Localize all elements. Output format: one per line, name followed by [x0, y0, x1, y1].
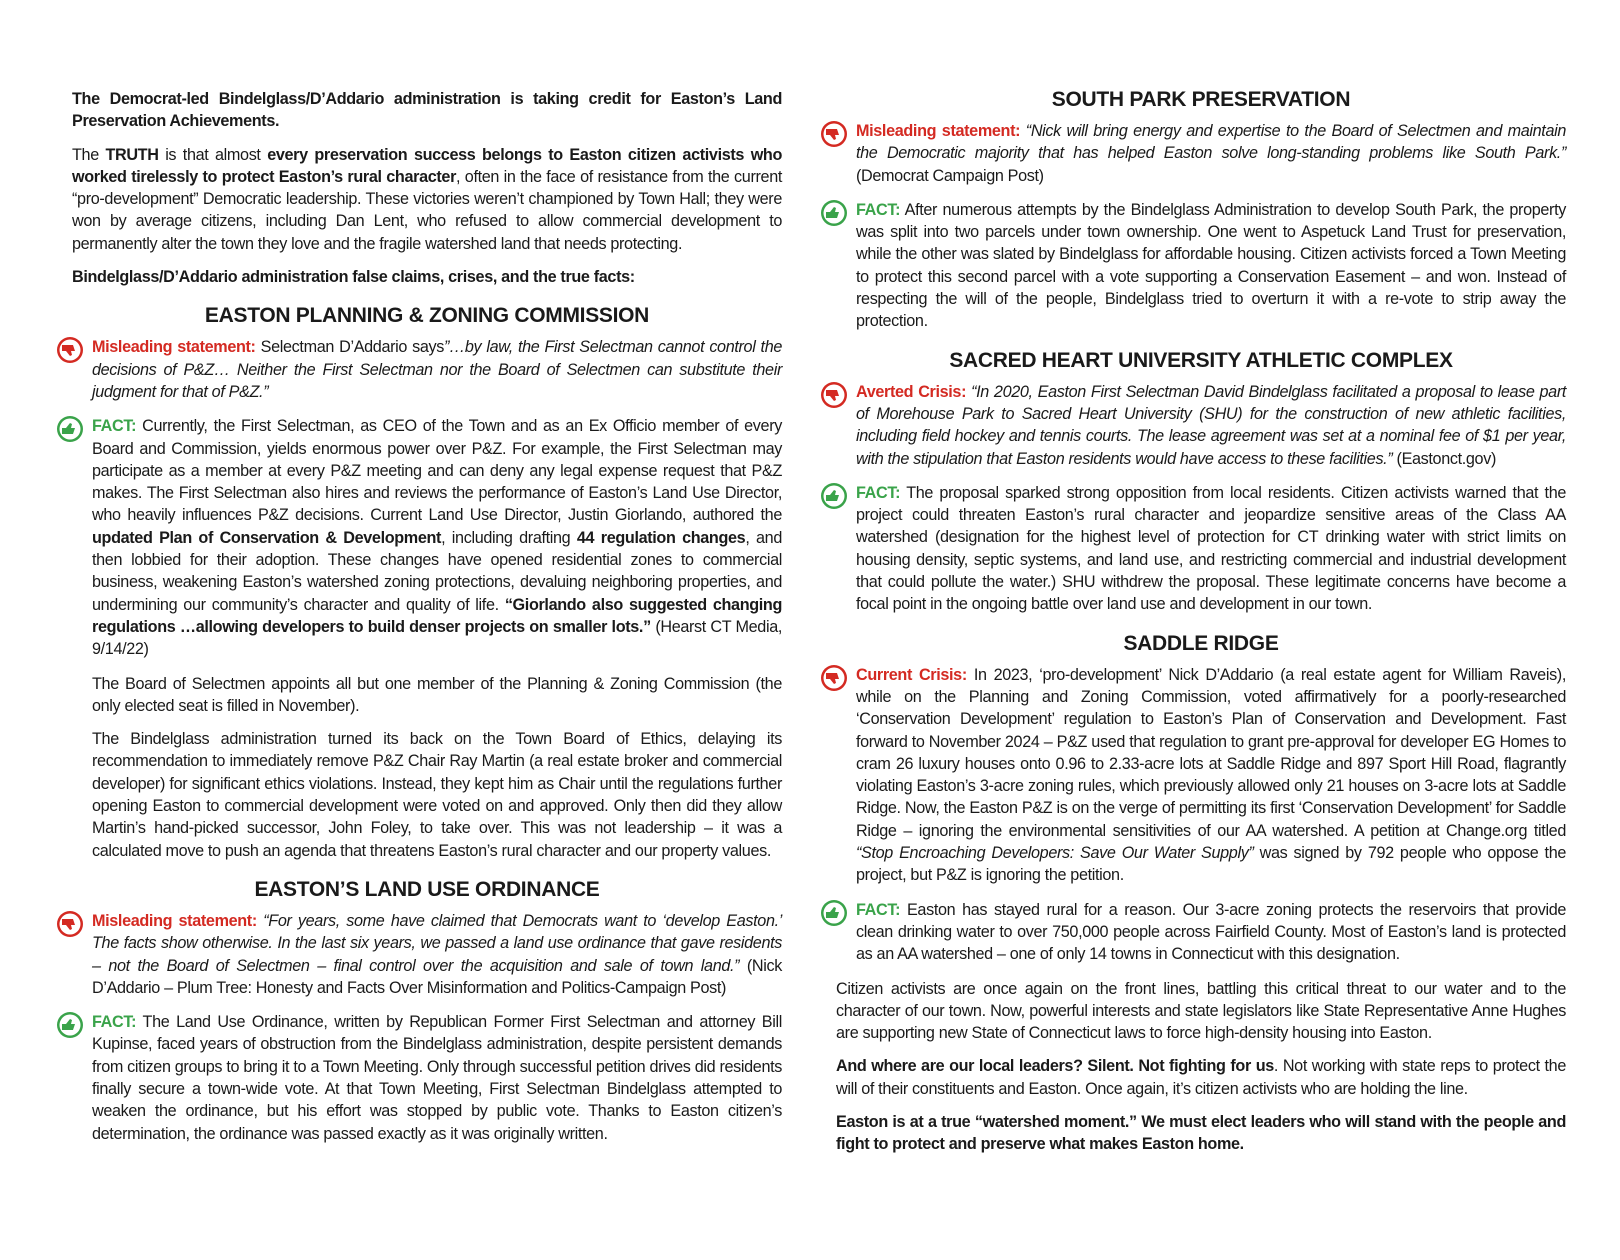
closing-statement: Easton is at a true “watershed moment.” We must elect leaders who will stand with the people and fight to protect and preserve what makes Easton home. [836, 1112, 1566, 1154]
thumbs-down-icon [56, 910, 84, 938]
right-column [836, 88, 1566, 1167]
thumbs-up-icon [820, 482, 848, 510]
saddle-ridge-para-activists: Citizen activists are once again on the front lines, battling this critical threat to our water and to the character of our town. Now, powerful interests and state legislators like State Representative Anne Hughes are supporting new State of Connecticut laws to force high-density housing into Easton. [836, 979, 1566, 1043]
saddle-ridge-para-leaders: And where are our local leaders? Silent. Not fighting for us. Not working with state reps to protect the will of their constituents and Easton. Once again, it’s citizen activists who are holding the line. [836, 1057, 1566, 1098]
thumbs-up-icon [56, 415, 84, 443]
fact-luo: FACT: The Land Use Ordinance, written by Republican Former First Selectman and attorney Bill Kupinse, faced years of obstruction from the Bindelglass administration, despite persistent demands from citizen groups to bring it to a Town Meeting. Only through successful petition drives did residents finally secure a town-wide vote. At that Town Meeting, First Selectman Bindelglass attempted to weaken the ordinance, but his effort was stopped by public vote. Thanks to Easton citizen’s determination, the ordinance was passed exactly as it was originally written. [72, 1011, 782, 1145]
pz-para-ethics: The Bindelglass administration turned its back on the Town Board of Ethics, delaying its recommendation to immediately remove P&Z Chair Ray Martin (a real estate broker and commercial developer) for significant ethics violations. Instead, they kept him as Chair until the regulations further opening Easton to commercial development were voted on and approved. Only then did they allow Martin’s hand-picked successor, John Foley, to take over. This was not leadership – it was a calculated move to push an agenda that threatens Easton’s rural character and our property values. [92, 730, 782, 860]
thumbs-down-icon [820, 120, 848, 148]
false-claims-intro: Bindelglass/D’Addario administration false claims, crises, and the true facts: [72, 268, 635, 287]
fact-south-park: FACT: After numerous attempts by the Bindelglass Administration to develop South Park, the property was split into two parcels under town ownership. One went to Aspetuck Land Trust for preservation, while the other was slated by Bindelglass for affordable housing. Citizen activists forced a Town Meeting to protect this second parcel with a vote supporting a Conservation Easement – and won. Instead of respecting the will of the people, Bindelglass tried to overturn it with a re-vote to strip away the protection. [836, 199, 1566, 333]
thumbs-up-icon [56, 1011, 84, 1039]
fact-saddle-ridge: FACT: Easton has stayed rural for a reason. Our 3-acre zoning protects the reservoirs that provide clean drinking water to over 750,000 people across Fairfield County. Most of Easton’s land is protected as an AA watershed – one of only 14 towns in Connecticut with this designation. [836, 899, 1566, 966]
section-heading-saddle-ridge: SADDLE RIDGE [1123, 631, 1279, 655]
section-heading-luo: EASTON’S LAND USE ORDINANCE [254, 877, 600, 901]
misleading-statement-luo: Misleading statement: “For years, some have claimed that Democrats want to ‘develop Easton.’ The facts show otherwise. In the last six years, we passed a land use ordinance that gave residents – not the Board of Selectmen – final control over the acquisition and sale of town land.” (Nick D’Addario – Plum Tree: Honesty and Facts Over Misinformation and Politics-Campaign Post) [72, 910, 782, 999]
section-heading-south-park: SOUTH PARK PRESERVATION [1051, 88, 1351, 111]
misleading-statement-pz: Misleading statement: Selectman D’Addario says”…by law, the First Selectman cannot control the decisions of P&Z… Neither the First Selectman nor the Board of Selectmen can substitute their judgment for that of P&Z.” [72, 336, 782, 403]
pz-para-appoints: The Board of Selectmen appoints all but one member of the Planning & Zoning Commission (the only elected seat is filled in November). [92, 674, 782, 715]
thumbs-down-icon [56, 336, 84, 364]
left-column [72, 88, 782, 1157]
current-crisis-saddle-ridge: Current Crisis: In 2023, ‘pro-development’ Nick D’Addario (a real estate agent for William Raveis), while on the Planning and Zoning Commission, voted affirmatively for a poorly-researched ‘Conservation Development’ regulation to Easton’s Plan of Conservation and Development. Fast forward to November 2024 – P&Z used that regulation to grant pre-approval for developer EG Homes to cram 26 luxury houses onto 0.96 to 2.33-acre lots at Saddle Ridge and 897 Sport Hill Road, flagrantly violating Easton’s 3-acre zoning rules, which previously allowed only 21 houses on 3-acre lots at Saddle Ridge. Now, the Easton P&Z is on the verge of permitting its first ‘Conservation Development’ for Saddle Ridge – ignoring the environmental sensitivities of our AA watershed. A petition at Change.org titled “Stop Encroaching Developers: Save Our Water Supply” was signed by 792 people who oppose the project, but P&Z is ignoring the petition. [836, 664, 1566, 887]
fact-shu: FACT: The proposal sparked strong opposition from local residents. Citizen activists warned that the project could threaten Easton’s rural character and jeopardize sensitive areas of the Class AA watershed (designation for the highest level of protection for CT drinking water with strict limits on housing density, septic systems, and land use, and restricting commercial and industrial development that could pollute the water.) SHU withdrew the proposal. These legitimate concerns have become a focal point in the ongoing battle over land use and development in our town. [836, 482, 1566, 616]
section-heading-shu: SACRED HEART UNIVERSITY ATHLETIC COMPLEX [949, 348, 1453, 372]
intro-title: The Democrat-led Bindelglass/D’Addario administration is taking credit for Easton’s Land Preservation Achievements. [72, 90, 782, 131]
truth-paragraph: The TRUTH is that almost every preservation success belongs to Easton citizen activists who worked tirelessly to protect Easton’s rural character, often in the face of resistance from the current “pro-development” Democratic leadership. These victories weren’t championed by Town Hall; they were won by average citizens, including Dan Lent, who refused to allow commercial development to permanently alter the town they love and the fragile watershed land that needs protecting. [72, 145, 783, 253]
thumbs-down-icon [820, 664, 848, 692]
section-heading-pz: EASTON PLANNING & ZONING COMMISSION [204, 304, 650, 328]
misleading-statement-south-park: Misleading statement: “Nick will bring energy and expertise to the Board of Selectmen and maintain the Democratic majority that has helped Easton solve long-standing problems like South Park.” (Democrat Campaign Post) [836, 120, 1566, 187]
thumbs-up-icon [820, 199, 848, 227]
fact-pz: FACT: Currently, the First Selectman, as CEO of the Town and as an Ex Officio member of every Board and Commission, yields enormous power over P&Z. For example, the First Selectman may participate as a member at every P&Z meeting and can deny any legal expense request that P&Z makes. The First Selectman also hires and reviews the performance of Easton’s Land Use Director, who heavily influences P&Z decisions. Current Land Use Director, Justin Giorlando, authored the updated Plan of Conservation & Development, including drafting 44 regulation changes, and then lobbied for their adoption. These changes have opened residential zones to commercial business, weakening Easton’s watershed zoning protections, devaluing neighboring properties, and undermining our community’s character and quality of life. “Giorlando also suggested changing regulations …allowing developers to build denser projects on smaller lots.” (Hearst CT Media, 9/14/22) [72, 415, 782, 660]
thumbs-down-icon [820, 381, 848, 409]
averted-crisis-shu: Averted Crisis: “In 2020, Easton First Selectman David Bindelglass facilitated a proposal to lease part of Morehouse Park to Sacred Heart University (SHU) for the construction of new athletic facilities, including field hockey and tennis courts. The lease agreement was set at a nominal fee of $1 per year, with the stipulation that Easton residents would have access to these facilities.” (Eastonct.gov) [836, 381, 1566, 470]
thumbs-up-icon [820, 899, 848, 927]
